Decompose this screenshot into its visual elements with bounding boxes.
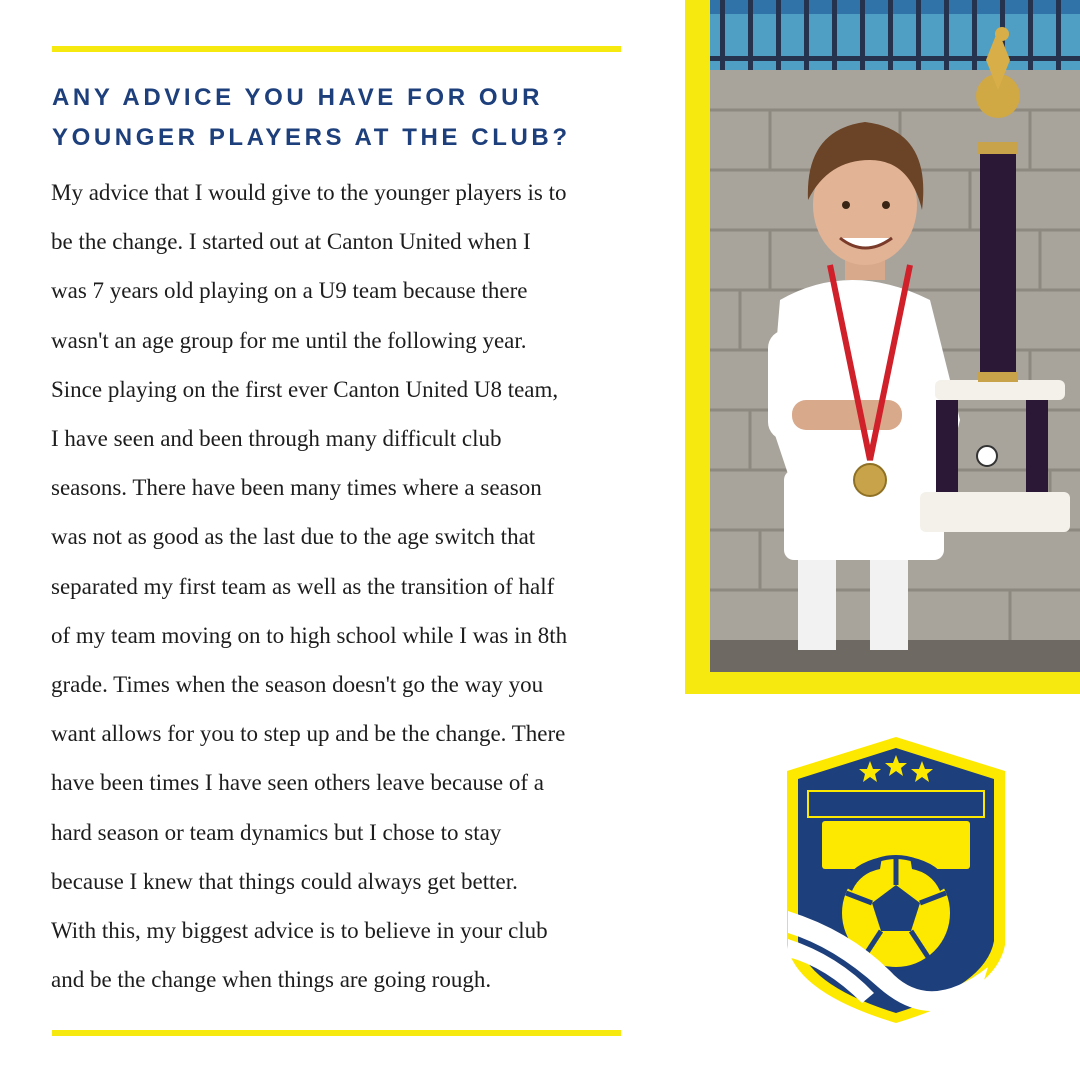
answer-line: because I knew that things could always get better. — [51, 868, 518, 894]
answer-line: hard season or team dynamics but I chose to stay — [51, 819, 502, 845]
answer-line: have been times I have seen others leave because of a — [51, 770, 544, 796]
question-heading — [52, 78, 632, 158]
answer-line: I have seen and been through many difficult club — [51, 426, 502, 452]
answer-line: seasons. There have been many times where a season — [51, 475, 542, 501]
question-line-1: ANY ADVICE YOU HAVE FOR OUR — [52, 84, 544, 111]
answer-line: grade. Times when the season doesn't go the way you — [51, 672, 544, 698]
answer-line: and be the change when things are going rough. — [51, 967, 492, 993]
force-crest-icon — [782, 735, 1010, 1025]
photo-illustration — [710, 0, 1080, 672]
answer-line: Since playing on the first ever Canton United U8 team, — [51, 376, 559, 402]
answer-line: My advice that I would give to the younger players is to — [51, 180, 567, 205]
answer-line: was not as good as the last due to the age switch that — [51, 524, 536, 550]
question-line-2: YOUNGER PLAYERS AT THE CLUB? — [52, 124, 571, 151]
answer-line: wasn't an age group for me until the following year. — [51, 327, 527, 353]
club-logo — [782, 735, 1010, 1025]
photo-frame — [685, 0, 1080, 694]
answer-line: With this, my biggest advice is to believe in your club — [51, 918, 548, 944]
answer-line: separated my first team as well as the transition of half — [51, 573, 555, 599]
top-divider — [52, 46, 621, 52]
answer-line: of my team moving on to high school while I was in 8th — [51, 622, 568, 648]
player-trophy-photo — [710, 0, 1080, 672]
answer-line: want allows for you to step up and be the change. There — [51, 721, 566, 747]
answer-line: was 7 years old playing on a U9 team because there — [51, 278, 528, 304]
answer-line: be the change. I started out at Canton United when I — [51, 229, 531, 255]
answer-paragraph — [51, 168, 651, 1004]
bottom-divider — [52, 1030, 621, 1036]
